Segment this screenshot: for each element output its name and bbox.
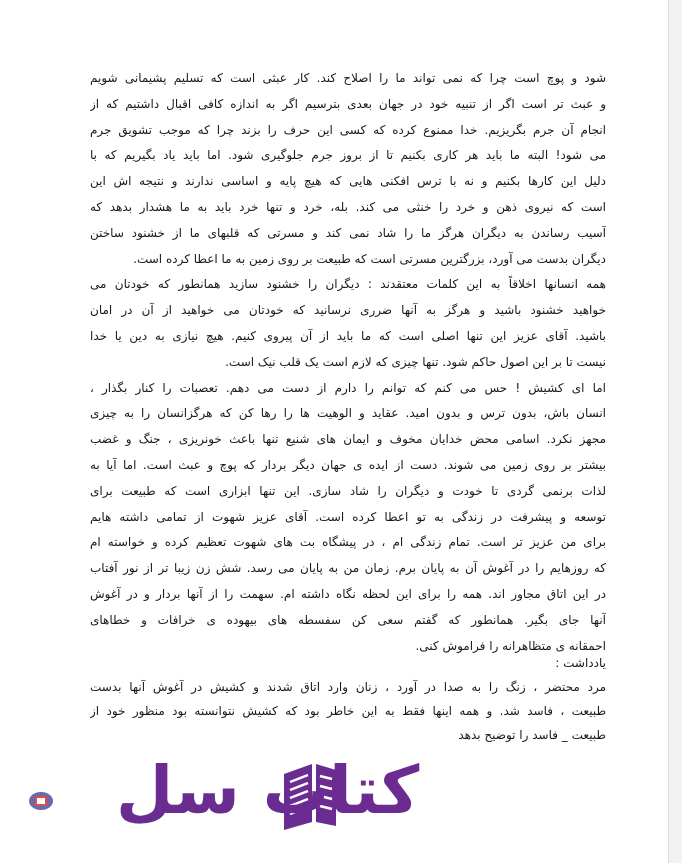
body-line: احمقانه ی متظاهرانه را فراموش کنی.: [415, 638, 606, 653]
body-line: دیگران بدست می آورد، بزرگترین مسرتی است که طبیعت بر روی زمین به ما اعطا کرده است.: [133, 251, 606, 266]
notes-heading: یادداشت :: [555, 656, 606, 670]
body-line: نیست تا بر این اصول حاکم شود. تنها چیزی که لازم است یک قلب نیک است.: [225, 354, 606, 369]
body-line: توسعه و پیشرفت در زندگی به تو اعطا کرده است. آقای عزیز شهوت از تمامی داشته هایم: [90, 509, 606, 524]
body-text: [90, 66, 606, 659]
body-line: در این اتاق مجاور اند. همه را برای این لحظه نگاه داشته ام. سهمت را از آنها بردار و در آغوش: [90, 586, 606, 601]
body-line: شود و پوچ است چرا که نمی تواند ما را اصلاح کند. کار عبثی است که تسلیم پشیمانی شویم: [90, 71, 606, 85]
body-line: دلیل این کارها بکنیم و نه با ترس افکنی هایی که هیچ پایه و اساسی ندارند و نتیجه اش این: [90, 174, 606, 189]
body-line: برای من عزیز تر است. تمام زندگی ام ، در پیشگاه بت های شهوت تعظیم کرده و خواسته ام: [90, 535, 606, 550]
body-line: بیشتر بر روی زمین می شوند. دست از ایده ی جهان دیگر بردار که پوچ و عبث است. اما آیا به: [90, 457, 606, 472]
notes-line: مرد محتضر ، زنگ را به صدا در آورد ، زنان وارد اتاق شدند و کشیش در آغوش آنها بدست: [90, 680, 606, 694]
body-line: لذات برنمی گردی تا خودت و دیگران را شاد سازی. این تنها ابزاری است که طبیعت برای: [90, 483, 606, 498]
body-line: می شود! البته ما باید هر کاری بکنیم تا از بروز جرم جلوگیری شود. اما باید یاد بگیریم که با: [90, 148, 606, 163]
scrollbar-gutter[interactable]: [668, 0, 682, 863]
body-line: خواهید خشنود باشید و هرگز به آنها ضرری نرسانید که خودتان می خواهید از آن در امان: [90, 303, 606, 318]
body-line: آسیب رساندن به دیگران هرگز ما را شاد نمی کند و مسرتی که قلبهای ما از خشنود ساختن: [90, 225, 606, 240]
body-line: که روزهایم را در آغوش آن به پایان برم. زمان من به پایان می رسد. شش زن زیبا تر از نور آفتاب: [90, 561, 606, 576]
body-line: باشید. آقای عزیز این تنها اصلی است که ما باید از آن پیروی کنیم. هیچ نیازی به دین یا خدا: [90, 328, 606, 343]
badge-icon: [26, 790, 56, 812]
body-line: انسان باش، بدون ترس و بدون امید. عقاید و الوهیت ها را رها کن که هرگزانسان را به چیزی: [90, 406, 606, 421]
body-line: مجهز نکرد. اسامی محض خدایان مخوف و ایمان های شنیع تنها باعث خونریزی ، جنگ و غضب: [90, 432, 606, 447]
body-line: همه انسانها اخلاقاً به این کلمات معتقدند : دیگران را خشنود سازید همانطور که خودتان می: [90, 277, 606, 292]
site-logo: [20, 752, 420, 842]
logo-text: کتاب سل: [116, 752, 420, 829]
body-line: اما ای کشیش ! حس می کنم که توانم را دارم از دست می دهم. تعصبات را کنار بگذار ،: [90, 380, 606, 395]
notes-section: [90, 651, 606, 747]
body-line: است که نیروی ذهن و خرد را خنثی می کند. بله، خرد و تنها خرد باید به ما هشدار بدهد که: [90, 199, 606, 214]
body-line: انجام آن جرم بگریزیم. خدا ممنوع کرده که کسی این حرف را بزند چرا که موجب تشویق جرم: [90, 122, 606, 137]
body-line: و عبث تر است اگر از تنبیه خود در جهان بعدی بترسیم اگر به اندازه کافی اقبال داشتیم که از: [90, 96, 606, 111]
notes-line: طبیعت ، فاسد شد. و همه اینها فقط به این خاطر بود که کشیش نتوانسته بود منظور خود از: [90, 704, 606, 718]
notes-line: طبیعت _ فاسد را توضیح بدهد: [458, 728, 606, 742]
body-line: آنها جای بگیر. همانطور که گفتم سعی کن سفسطه های بیهوده ی خرافات و خطاهای: [90, 612, 606, 627]
